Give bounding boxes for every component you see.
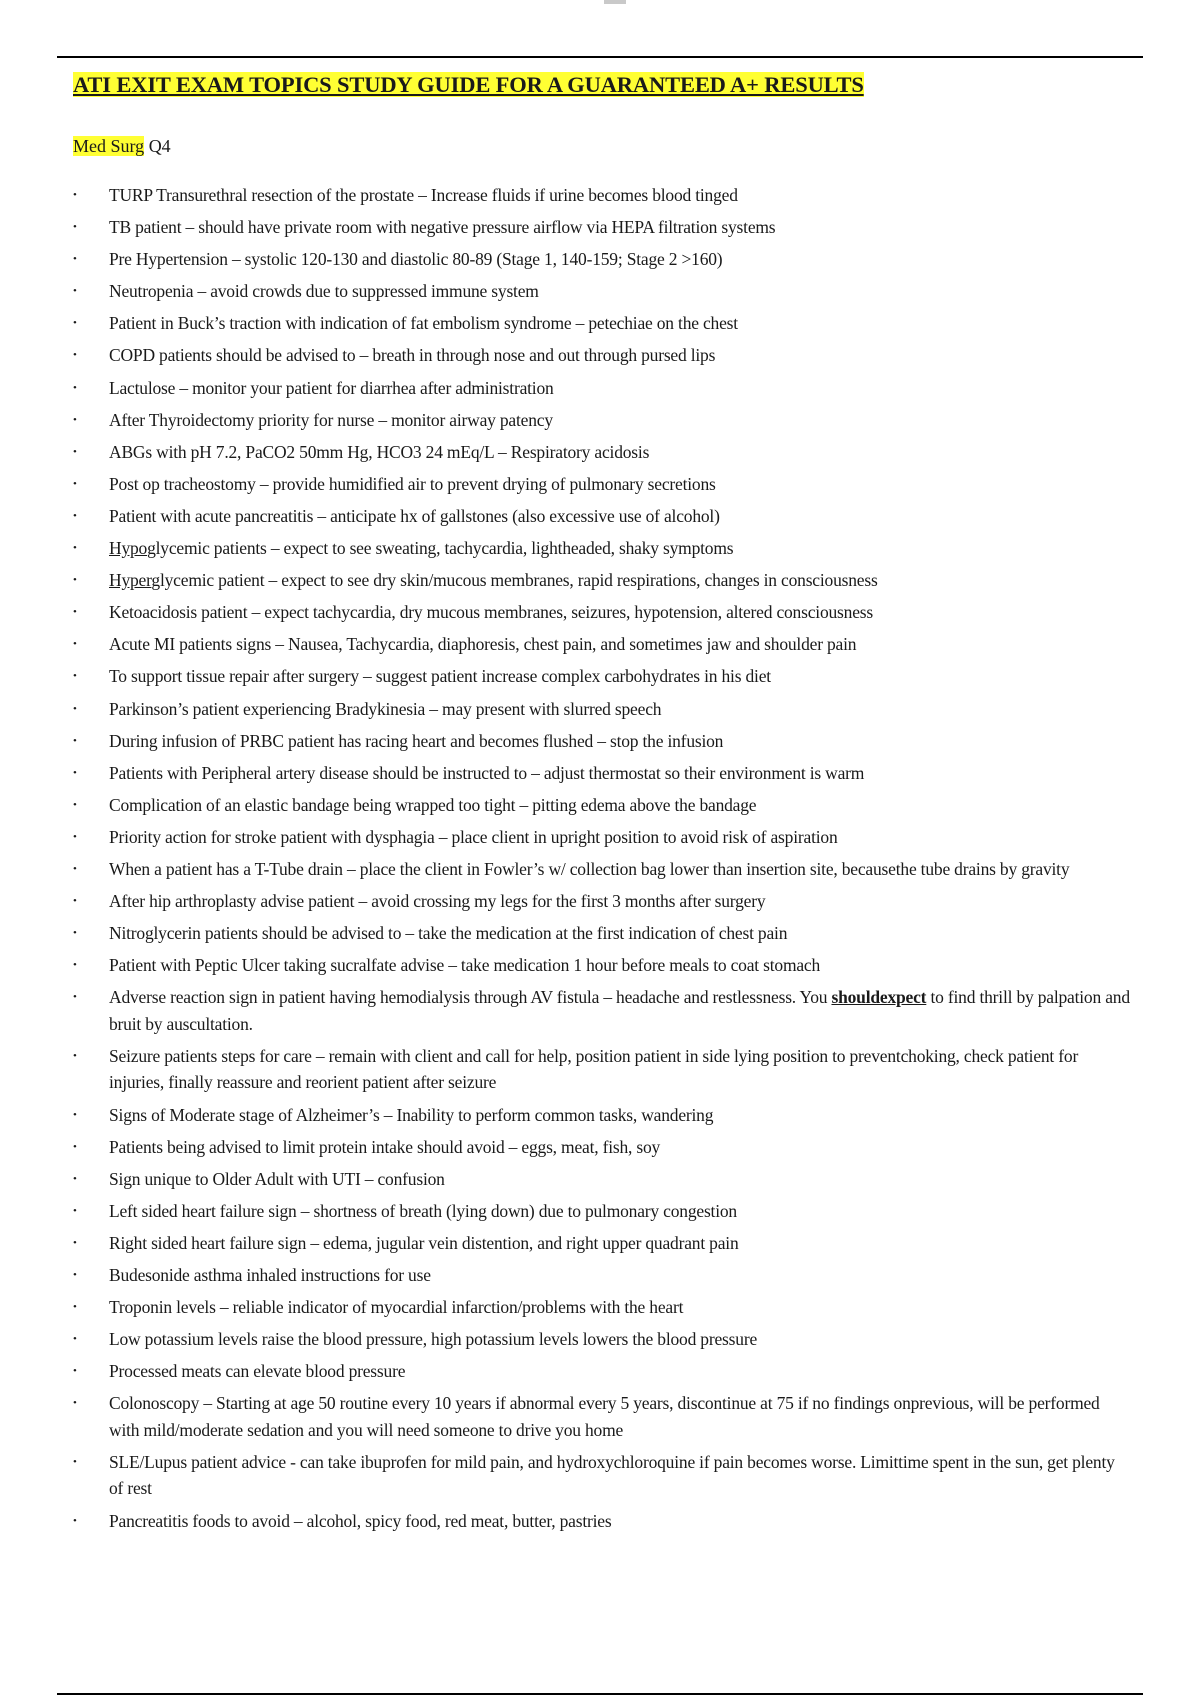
list-item: • Complication of an elastic bandage being wrapped too tight – pitting edema above the bandage [73,792,1133,819]
list-item: • Pancreatitis foods to avoid – alcohol, spicy food, red meat, butter, pastries [73,1508,1133,1535]
list-item: • Hypoglycemic patients – expect to see sweating, tachycardia, lightheaded, shaky symptoms [73,535,1133,562]
list-item: • Patients being advised to limit protein intake should avoid – eggs, meat, fish, soy [73,1134,1133,1161]
footer-rule [57,1693,1143,1695]
list-item: • After hip arthroplasty advise patient – avoid crossing my legs for the first 3 months after surgery [73,888,1133,915]
list-item: • Sign unique to Older Adult with UTI – confusion [73,1166,1133,1193]
list-item: • When a patient has a T-Tube drain – place the client in Fowler’s w/ collection bag lower than insertion site, becausethe tube drains by gravity [73,856,1133,883]
underlined-prefix: Hypo [109,538,148,559]
list-item: • Post op tracheostomy – provide humidified air to prevent drying of pulmonary secretions [73,471,1133,498]
list-item: • Adverse reaction sign in patient having hemodialysis through AV fistula – headache and restlessness. You shouldexpect to find thrill by palpation and bruit by auscultation. [73,984,1133,1037]
list-item: • SLE/Lupus patient advice - can take ibuprofen for mild pain, and hydroxychloroquine if pain becomes worse. Limittime spent in the sun, get plenty of rest [73,1449,1133,1502]
list-item: • After Thyroidectomy priority for nurse – monitor airway patency [73,407,1133,434]
section-label: Med Surg [73,136,145,156]
list-item: • Priority action for stroke patient with dysphagia – place client in upright position to avoid risk of aspiration [73,824,1133,851]
list-item: • Patients with Peripheral artery disease should be instructed to – adjust thermostat so their environment is warm [73,760,1133,787]
list-item: • Patient with acute pancreatitis – anticipate hx of gallstones (also excessive use of alcohol) [73,503,1133,530]
list-item: • Lactulose – monitor your patient for diarrhea after administration [73,375,1133,402]
list-item: • During infusion of PRBC patient has racing heart and becomes flushed – stop the infusion [73,728,1133,755]
list-item: • Processed meats can elevate blood pressure [73,1358,1133,1385]
list-item: • Nitroglycerin patients should be advised to – take the medication at the first indication of chest pain [73,920,1133,947]
section-heading [73,133,171,159]
page-top-marker [604,0,626,4]
list-item: • Colonoscopy – Starting at age 50 routine every 10 years if abnormal every 5 years, discontinue at 75 if no findings onprevious, will be performed with mild/moderate sedation and you will need someone to drive you home [73,1390,1133,1443]
list-item: • Right sided heart failure sign – edema, jugular vein distention, and right upper quadrant pain [73,1230,1133,1257]
emphasized-text: shouldexpect [831,987,927,1008]
list-item: • Troponin levels – reliable indicator of myocardial infarction/problems with the heart [73,1294,1133,1321]
list-item: • To support tissue repair after surgery – suggest patient increase complex carbohydrates in his diet [73,663,1133,690]
list-item: • Patient with Peptic Ulcer taking sucralfate advise – take medication 1 hour before meals to coat stomach [73,952,1133,979]
list-item: • TB patient – should have private room with negative pressure airflow via HEPA filtration systems [73,214,1133,241]
list-item: • Seizure patients steps for care – remain with client and call for help, position patient in side lying position to preventchoking, check patient for injuries, finally reassure and reorient patient after seizure [73,1043,1133,1096]
section-suffix: Q4 [144,136,171,156]
list-item: • Pre Hypertension – systolic 120-130 and diastolic 80-89 (Stage 1, 140-159; Stage 2 >160) [73,246,1133,273]
list-item: • Ketoacidosis patient – expect tachycardia, dry mucous membranes, seizures, hypotension, altered consciousness [73,599,1133,626]
document-title-text: ATI EXIT EXAM TOPICS STUDY GUIDE FOR A GUARANTEED A+ RESULTS [73,72,864,97]
list-item: • Budesonide asthma inhaled instructions for use [73,1262,1133,1289]
list-item: • Acute MI patients signs – Nausea, Tachycardia, diaphoresis, chest pain, and sometimes jaw and shoulder pain [73,631,1133,658]
underlined-prefix: Hyper [109,570,152,591]
document-title [73,70,864,100]
topic-list [73,182,1133,1540]
list-item: • COPD patients should be advised to – breath in through nose and out through pursed lips [73,342,1133,369]
list-item: • Hyperglycemic patient – expect to see dry skin/mucous membranes, rapid respirations, changes in consciousness [73,567,1133,594]
header-rule [57,56,1143,58]
list-item: • Patient in Buck’s traction with indication of fat embolism syndrome – petechiae on the chest [73,310,1133,337]
list-item: • Neutropenia – avoid crowds due to suppressed immune system [73,278,1133,305]
list-item: • ABGs with pH 7.2, PaCO2 50mm Hg, HCO3 24 mEq/L – Respiratory acidosis [73,439,1133,466]
list-item: • Parkinson’s patient experiencing Bradykinesia – may present with slurred speech [73,696,1133,723]
list-item: • Left sided heart failure sign – shortness of breath (lying down) due to pulmonary congestion [73,1198,1133,1225]
list-item: • Low potassium levels raise the blood pressure, high potassium levels lowers the blood pressure [73,1326,1133,1353]
list-item: • TURP Transurethral resection of the prostate – Increase fluids if urine becomes blood tinged [73,182,1133,209]
list-item: • Signs of Moderate stage of Alzheimer’s – Inability to perform common tasks, wandering [73,1102,1133,1129]
